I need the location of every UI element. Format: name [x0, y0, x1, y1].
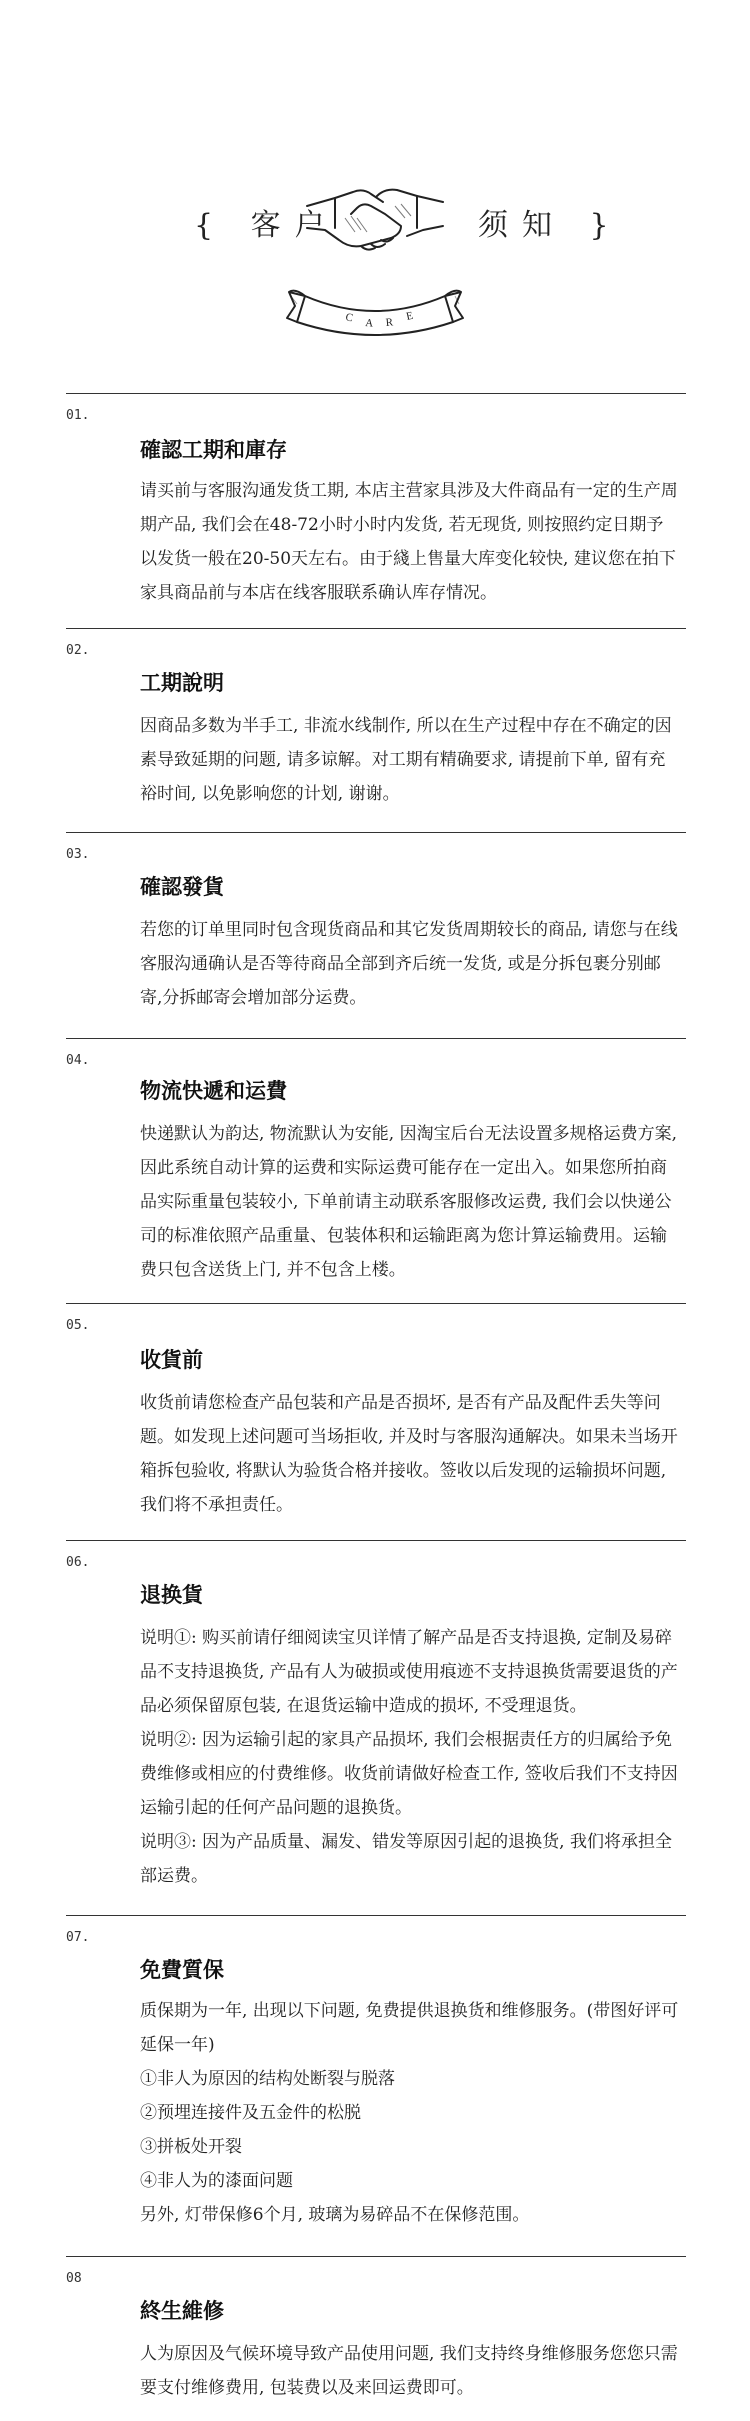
section-08	[66, 2256, 686, 2421]
section-03	[66, 832, 686, 1033]
header	[0, 0, 750, 390]
list-item: ③拼板处开裂	[140, 2137, 242, 2157]
body-paragraph: 说明②: 因为运输引起的家具产品损坏, 我们会根据责任方的归属给予免费维修或相应的付费维修。收货前请做好检查工作, 签收后我们不支持因运输引起的任何产品问题的退换货。	[140, 1730, 678, 1818]
section-number: 07.	[66, 1930, 90, 1945]
body-paragraph: 收货前请您检查产品包装和产品是否损坏, 是否有产品及配件丢失等问题。如发现上述问题可当场拒收, 并及时与客服沟通解决。如果未当场开箱拆包验收, 将默认为验货合格并接收。签收以后发现的运输损坏问题, 我们将不承担责任。	[140, 1393, 678, 1515]
section-01	[66, 393, 686, 624]
body-paragraph: 质保期为一年, 出现以下问题, 免费提供退换货和维修服务。(带图好评可延保一年)	[140, 2001, 679, 2055]
section-04	[66, 1038, 686, 1299]
banner-letter: E	[405, 309, 415, 323]
section-06	[66, 1540, 686, 1911]
section-body	[140, 1994, 680, 2232]
body-paragraph: 说明③: 因为产品质量、漏发、错发等原因引起的退换货, 我们将承担全部运费。	[140, 1832, 672, 1886]
title-right: 须知 }	[478, 208, 623, 243]
title-left: { 客户	[194, 208, 339, 243]
section-07	[66, 1915, 686, 2252]
section-body	[140, 1621, 680, 1893]
section-number: 06.	[66, 1555, 90, 1570]
section-title: 物流快遞和运費	[140, 1078, 287, 1103]
list-item: ②预埋连接件及五金件的松脱	[140, 2103, 361, 2123]
banner-letters	[285, 282, 465, 342]
body-paragraph: 人为原因及气候环境导致产品使用问题, 我们支持终身维修服务您您只需要支付维修费用, 包装费以及来回运费即可。	[140, 2344, 678, 2398]
section-body	[140, 709, 680, 811]
section-title: 確認工期和庫存	[140, 437, 287, 462]
body-paragraph: 若您的订单里同时包含现货商品和其它发货周期较长的商品, 请您与在线客服沟通确认是否等待商品全部到齐后统一发货, 或是分拆包裹分别邮寄,分拆邮寄会增加部分运费。	[140, 920, 678, 1008]
body-paragraph: 说明①: 购买前请仔细阅读宝贝详情了解产品是否支持退换, 定制及易碎品不支持退换货, 产品有人为破损或使用痕迹不支持退换货需要退货的产品必须保留原包装, 在退货运输中造成的损坏, 不受理退货。	[140, 1628, 678, 1716]
section-body	[140, 1386, 680, 1522]
section-number: 02.	[66, 643, 90, 658]
section-05	[66, 1303, 686, 1536]
banner-letter: C	[344, 311, 355, 325]
section-body	[140, 2337, 680, 2405]
section-title: 退换貨	[140, 1582, 203, 1607]
list-item: ④非人为的漆面问题	[140, 2171, 293, 2191]
section-number: 01.	[66, 408, 90, 423]
section-title: 免費質保	[140, 1957, 224, 1982]
section-title: 工期說明	[140, 670, 224, 695]
section-number: 04.	[66, 1053, 90, 1068]
section-body	[140, 1117, 680, 1287]
section-body	[140, 913, 680, 1015]
body-paragraph: 另外, 灯带保修6个月, 玻璃为易碎品不在保修范围。	[140, 2205, 530, 2225]
handshake-icon	[305, 178, 445, 258]
section-02	[66, 628, 686, 829]
section-title: 收貨前	[140, 1347, 203, 1372]
body-paragraph: 因商品多数为半手工, 非流水线制作, 所以在生产过程中存在不确定的因素导致延期的问题, 请多谅解。对工期有精确要求, 请提前下单, 留有充裕时间, 以免影响您的计划, 谢谢。	[140, 716, 672, 804]
care-banner	[285, 282, 465, 346]
section-number: 05.	[66, 1318, 90, 1333]
section-body	[140, 474, 680, 610]
section-title: 終生維修	[140, 2298, 224, 2323]
body-paragraph: 快递默认为韵达, 物流默认为安能, 因淘宝后台无法设置多规格运费方案, 因此系统自动计算的运费和实际运费可能存在一定出入。如果您所拍商品实际重量包装较小, 下单前请主动联系客服修改运费, 我们会以快递公司的标准依照产品重量、包装体积和运输距离为您计算运输费用。运输费只包含送货上门, 并不包含上楼。	[140, 1124, 678, 1280]
banner-letter: A	[364, 317, 374, 330]
list-item: ①非人为原因的结构处断裂与脱落	[140, 2069, 395, 2089]
body-paragraph: 请买前与客服沟通发货工期, 本店主营家具涉及大件商品有一定的生产周期产品, 我们会在48-72小时小时内发货, 若无现货, 则按照约定日期予以发货一般在20-50天左右。由于綫上售量大库变化较快, 建议您在拍下家具商品前与本店在线客服联系确认库存情况。	[140, 481, 678, 603]
section-title: 確認發貨	[140, 874, 224, 899]
banner-letter: R	[385, 316, 394, 329]
section-number: 03.	[66, 847, 90, 862]
section-number: 08	[66, 2271, 82, 2286]
